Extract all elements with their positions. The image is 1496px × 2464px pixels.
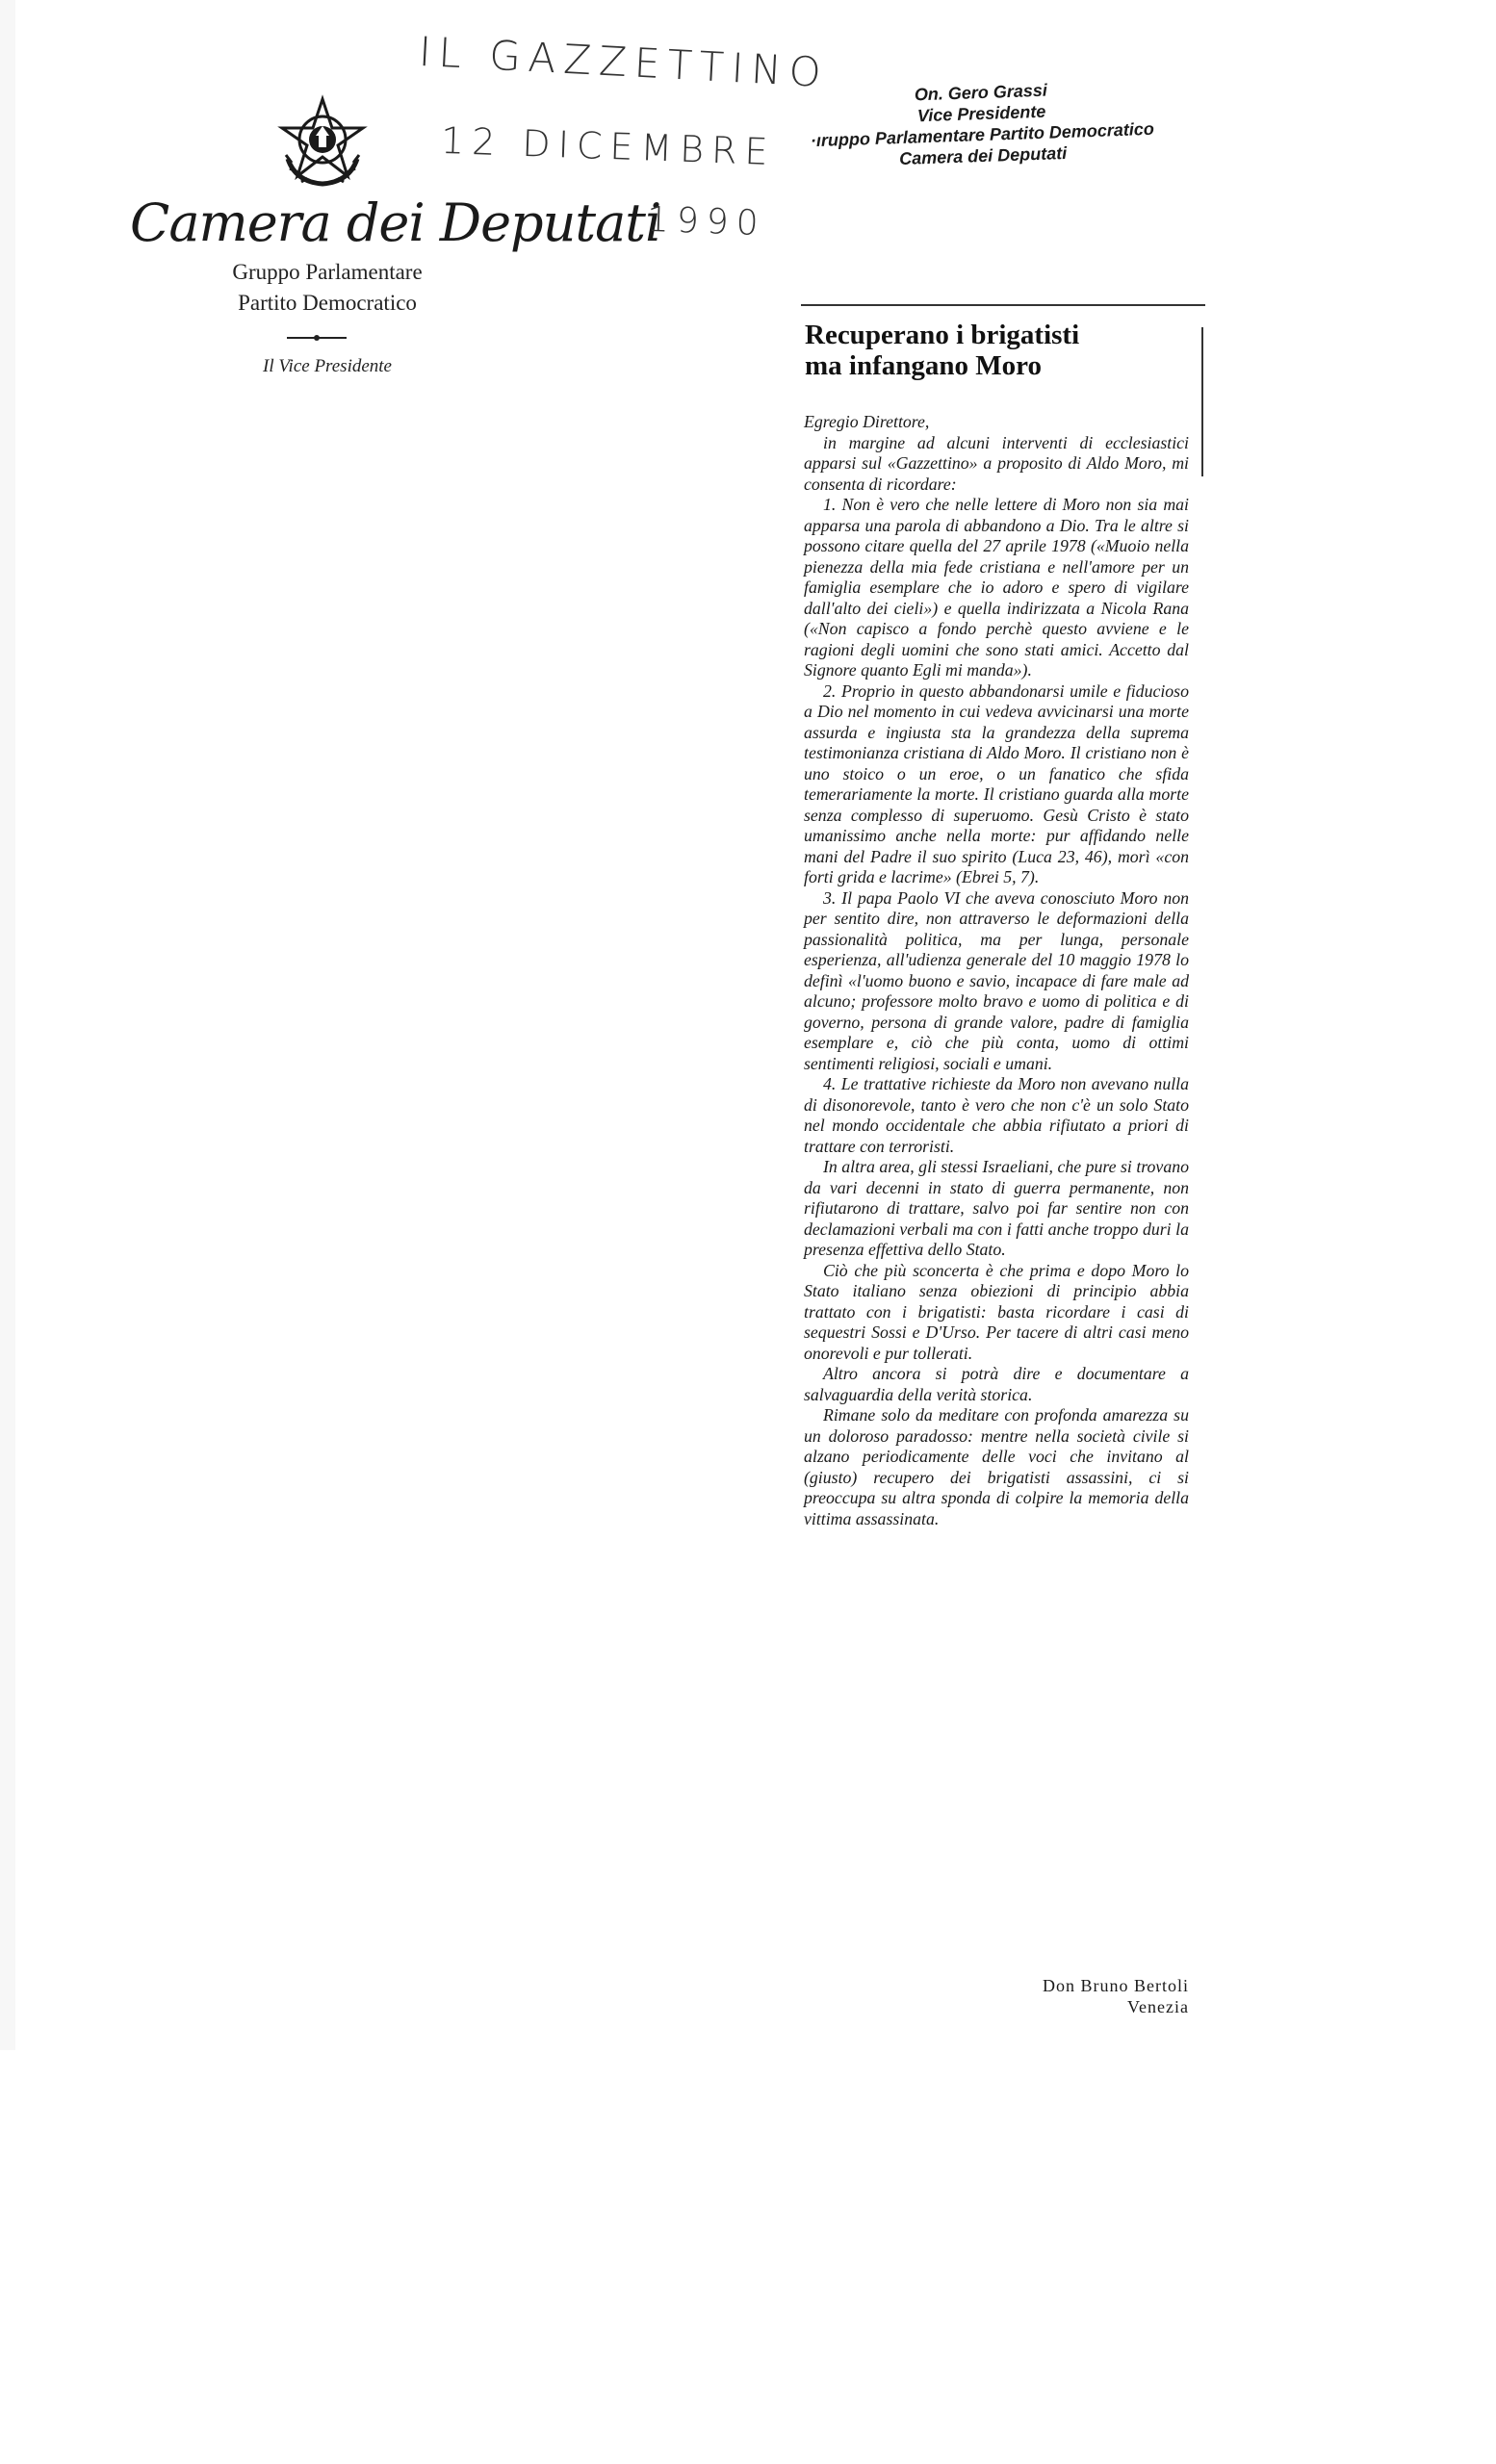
italian-republic-emblem-icon [274,91,371,188]
official-stamp [760,74,1205,174]
signature-place: Venezia [1127,1997,1189,2016]
article-paragraph: In altra area, gli stessi Israeliani, che pure si trovano da vari decenni in stato di guerra permanente, non rifiutarono di trattare, salvo poi far sentire non con declamazioni verbali ma con i fatti anche troppo duri la presenza effettiva dello Stato. [804,1157,1189,1259]
article-paragraph: Altro ancora si potrà dire e documentare a salvaguardia della verità storica. [804,1364,1189,1404]
article-paragraph: 2. Proprio in questo abbandonarsi umile e fiducioso a Dio nel momento in cui vedeva avvicinarsi una morte assurda e ingiusta sta la grandezza della suprema testimonianza cristiana di Aldo Moro. Il cristiano non è uno stoico o un eroe, o un fanatico che sfida temerariamente la morte. Il cristiano guarda alla morte senza complesso di superuomo. Gesù Cristo è stato umanissimo anche nella morte: pur affidando nelle mani del Padre il suo spirito (Luca 23, 46), morì «con forti grida e lacrime» (Ebrei 5, 7). [804,680,1189,886]
handwritten-date: 12 DICEMBRE [440,118,777,174]
stamp-name: On. Gero Grassi [914,80,1048,105]
handwritten-year: 1990 [646,199,767,244]
letterhead-title: Il Vice Presidente [263,356,392,376]
article-salutation: Egregio Direttore, [804,412,930,431]
article-headline [805,320,1199,381]
headline-line-2: ma infangano Moro [805,350,1042,381]
article-paragraph: Rimane solo da meditare con profonda amarezza su un doloroso paradosso: mentre nella società civile si alzano periodicamente delle voci che invitano al (giusto) recupero dei brigatisti assassini, ci si preoccupa su altra sponda di colpire la memoria della vittima assassinata. [804,1405,1189,1528]
group-name-line-1: Gruppo Parlamentare [232,260,423,284]
article-paragraph: 1. Non è vero che nelle lettere di Moro non sia mai apparsa una parola di abbandono a Dio. Tra le altre si possono citare quella del 27 aprile 1978 («Muoio nella pienezza della mia fede cristiana e nell'amore per un famiglia esemplare che io adoro e spero di vigilare dall'alto dei cieli») e quella indirizzata a Nicola Rana («Non capisco a fondo perchè questo avviene e le ragioni degli uomini che sono stati amici. Accetto dal Signore quanto Egli mi manda»). [804,495,1189,680]
stamp-group: ·ıruppo Parlamentare Partito Democratico [810,118,1155,151]
blank-area [0,2050,1496,2464]
signature-name: Don Bruno Bertoli [1043,1976,1189,1995]
ornament-divider [287,337,347,339]
article-paragraph: Ciò che più sconcerta è che prima e dopo Moro lo Stato italiano senza obiezioni di principio abbia trattato con i brigatisti: basta ricordare i casi di sequestri Sossi e D'Urso. Per tacere di altri casi meno onorevoli e pur tollerati. [804,1260,1189,1363]
clipping-side-rule [1201,327,1203,476]
group-name-line-2: Partito Democratico [238,291,417,315]
article-paragraph: 4. Le trattative richieste da Moro non avevano nulla di disonorevole, tanto è vero che non c'è un solo Stato nel mondo occidentale che abbia rifiutato a priori di trattare con terroristi. [804,1074,1189,1156]
institution-heading: Camera dei Deputati [130,192,661,253]
scan-edge [0,0,15,2050]
stamp-institution: Camera dei Deputati [898,142,1068,169]
article-paragraph: in margine ad alcuni interventi di ecclesiastici apparsi sul «Gazzettino» a proposito di Aldo Moro, mi consenta di ricordare: [804,432,1189,494]
article-signature [804,1975,1189,2017]
stamp-role: Vice Presidente [916,101,1046,126]
article-body [804,412,1189,1529]
handwritten-newspaper-name: IL GAZZETTINO [418,27,830,97]
article-paragraph: 3. Il papa Paolo VI che aveva conosciuto Moro non per sentito dire, non attraverso le deformazioni della passionalità politica, ma per lunga, personale esperienza, all'udienza generale del 10 maggio 1978 lo definì «l'uomo buono e savio, incapace di fare male ad alcuno; professore molto bravo e uomo di politica e di governo, persona di grande valore, padre di famiglia esemplare e, ciò che più conta, uomo di ottimi sentimenti religiosi, sociali e umani. [804,887,1189,1073]
clipping-top-rule [801,304,1205,306]
headline-line-1: Recuperano i brigatisti [805,320,1080,350]
